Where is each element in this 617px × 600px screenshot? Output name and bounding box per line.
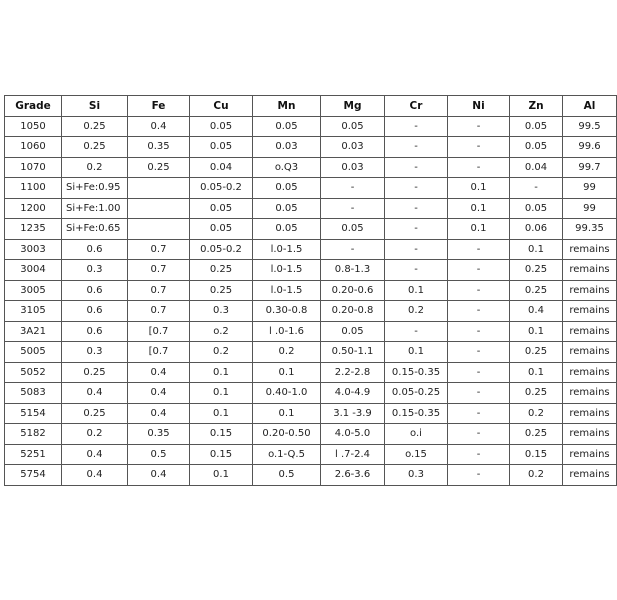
cell-si: Si+Fe:1.00 [62,198,128,219]
cell-zn: 0.2 [510,465,563,486]
cell-cu: 0.25 [190,280,253,301]
cell-cu: 0.1 [190,383,253,404]
cell-cr: 0.15-0.35 [385,403,448,424]
table-row [5,239,617,260]
table-row [5,403,617,424]
cell-mg: - [321,239,385,260]
cell-ni: - [448,280,510,301]
table-row [5,219,617,240]
cell-grade: 5251 [5,444,62,465]
table-row [5,116,617,137]
cell-cr: 0.15-0.35 [385,362,448,383]
cell-zn: 0.1 [510,362,563,383]
cell-fe: 0.4 [128,383,190,404]
cell-mn: 0.1 [253,362,321,383]
cell-zn: 0.25 [510,383,563,404]
header-ni: Ni [448,96,510,117]
cell-fe [128,178,190,199]
cell-ni: 0.1 [448,178,510,199]
cell-cr: o.15 [385,444,448,465]
cell-si: 0.3 [62,342,128,363]
cell-mn: 0.2 [253,342,321,363]
cell-cu: 0.04 [190,157,253,178]
cell-mg: 4.0-5.0 [321,424,385,445]
cell-grade: 5154 [5,403,62,424]
table-row [5,383,617,404]
cell-mn: o.Q3 [253,157,321,178]
table-body [5,116,617,485]
cell-fe: 0.5 [128,444,190,465]
cell-grade: 5182 [5,424,62,445]
cell-cu: 0.15 [190,424,253,445]
cell-cu: 0.15 [190,444,253,465]
cell-cu: 0.05 [190,137,253,158]
header-grade: Grade [5,96,62,117]
cell-si: 0.25 [62,137,128,158]
cell-si: 0.6 [62,301,128,322]
cell-fe: 0.35 [128,137,190,158]
header-mg: Mg [321,96,385,117]
cell-mn: 0.05 [253,116,321,137]
cell-cr: 0.05-0.25 [385,383,448,404]
cell-grade: 5083 [5,383,62,404]
cell-zn: - [510,178,563,199]
cell-mg: 0.05 [321,321,385,342]
cell-fe: 0.4 [128,116,190,137]
cell-al: remains [563,424,617,445]
table-row [5,260,617,281]
cell-al: remains [563,260,617,281]
table-row [5,137,617,158]
cell-mg: 0.05 [321,219,385,240]
cell-ni: - [448,116,510,137]
cell-fe: 0.25 [128,157,190,178]
cell-cu: 0.1 [190,465,253,486]
cell-cr: - [385,198,448,219]
cell-al: remains [563,362,617,383]
cell-grade: 1050 [5,116,62,137]
cell-ni: - [448,424,510,445]
cell-cr: 0.3 [385,465,448,486]
cell-grade: 3105 [5,301,62,322]
cell-mn: 0.20-0.50 [253,424,321,445]
cell-cu: 0.05 [190,116,253,137]
cell-cu: o.2 [190,321,253,342]
cell-cr: - [385,116,448,137]
cell-ni: - [448,342,510,363]
cell-ni: - [448,239,510,260]
cell-mn: 0.05 [253,178,321,199]
cell-cr: - [385,178,448,199]
cell-fe: 0.7 [128,239,190,260]
table-row [5,321,617,342]
cell-al: remains [563,280,617,301]
cell-zn: 0.05 [510,116,563,137]
cell-cr: - [385,219,448,240]
cell-cu: 0.1 [190,403,253,424]
table-row [5,424,617,445]
cell-ni: - [448,403,510,424]
cell-mn: l.0-1.5 [253,260,321,281]
cell-ni: 0.1 [448,198,510,219]
cell-zn: 0.05 [510,198,563,219]
cell-zn: 0.2 [510,403,563,424]
header-cu: Cu [190,96,253,117]
cell-zn: 0.25 [510,424,563,445]
cell-fe [128,219,190,240]
cell-grade: 3005 [5,280,62,301]
cell-ni: - [448,383,510,404]
cell-mg: 4.0-4.9 [321,383,385,404]
cell-mn: 0.05 [253,219,321,240]
cell-fe: 0.35 [128,424,190,445]
cell-al: remains [563,403,617,424]
table-row [5,301,617,322]
cell-zn: 0.1 [510,321,563,342]
cell-al: 99.5 [563,116,617,137]
cell-grade: 5052 [5,362,62,383]
cell-si: 0.3 [62,260,128,281]
cell-ni: - [448,301,510,322]
cell-zn: 0.05 [510,137,563,158]
header-fe: Fe [128,96,190,117]
cell-fe: 0.4 [128,465,190,486]
cell-mg: 0.05 [321,116,385,137]
cell-fe: 0.7 [128,280,190,301]
cell-mn: 0.5 [253,465,321,486]
cell-mn: 0.05 [253,198,321,219]
cell-grade: 3A21 [5,321,62,342]
cell-si: 0.4 [62,465,128,486]
cell-mg: - [321,198,385,219]
cell-cu: 0.05-0.2 [190,178,253,199]
cell-cr: - [385,157,448,178]
cell-ni: - [448,321,510,342]
header-mn: Mn [253,96,321,117]
cell-si: 0.4 [62,444,128,465]
table-row [5,178,617,199]
cell-zn: 0.25 [510,342,563,363]
cell-si: 0.6 [62,321,128,342]
cell-cr: - [385,137,448,158]
cell-si: 0.25 [62,403,128,424]
cell-mg: 0.03 [321,137,385,158]
cell-mn: 0.40-1.0 [253,383,321,404]
cell-al: remains [563,444,617,465]
cell-si: 0.4 [62,383,128,404]
cell-cr: - [385,260,448,281]
composition-table-container [4,95,610,486]
table-row [5,362,617,383]
cell-mg: 0.20-0.8 [321,301,385,322]
cell-fe: 0.4 [128,403,190,424]
cell-si: 0.6 [62,280,128,301]
cell-zn: 0.04 [510,157,563,178]
cell-grade: 1060 [5,137,62,158]
cell-al: remains [563,383,617,404]
cell-mn: o.1-Q.5 [253,444,321,465]
cell-mg: - [321,178,385,199]
cell-mg: l .7-2.4 [321,444,385,465]
table-row [5,465,617,486]
cell-zn: 0.4 [510,301,563,322]
cell-mn: 0.30-0.8 [253,301,321,322]
header-al: Al [563,96,617,117]
cell-grade: 5005 [5,342,62,363]
cell-cu: 0.05 [190,198,253,219]
cell-si: Si+Fe:0.65 [62,219,128,240]
table-row [5,444,617,465]
cell-fe: 0.7 [128,260,190,281]
cell-mn: 0.1 [253,403,321,424]
cell-grade: 1070 [5,157,62,178]
cell-grade: 1200 [5,198,62,219]
composition-table [4,95,617,486]
cell-fe [128,198,190,219]
header-si: Si [62,96,128,117]
cell-al: 99 [563,198,617,219]
cell-zn: 0.1 [510,239,563,260]
cell-mg: 0.20-0.6 [321,280,385,301]
cell-zn: 0.25 [510,280,563,301]
cell-grade: 5754 [5,465,62,486]
cell-al: remains [563,301,617,322]
cell-al: remains [563,239,617,260]
cell-si: 0.6 [62,239,128,260]
cell-ni: - [448,465,510,486]
cell-grade: 3004 [5,260,62,281]
cell-si: 0.25 [62,362,128,383]
header-cr: Cr [385,96,448,117]
cell-al: remains [563,342,617,363]
cell-zn: 0.25 [510,260,563,281]
cell-grade: 1100 [5,178,62,199]
cell-ni: - [448,444,510,465]
cell-al: 99.6 [563,137,617,158]
cell-mg: 0.50-1.1 [321,342,385,363]
cell-cr: 0.2 [385,301,448,322]
cell-al: 99.35 [563,219,617,240]
cell-grade: 1235 [5,219,62,240]
table-row [5,342,617,363]
cell-mg: 2.2-2.8 [321,362,385,383]
cell-cu: 0.25 [190,260,253,281]
cell-al: 99 [563,178,617,199]
cell-al: remains [563,321,617,342]
cell-mg: 0.8-1.3 [321,260,385,281]
cell-ni: 0.1 [448,219,510,240]
cell-fe: 0.4 [128,362,190,383]
cell-fe: [0.7 [128,342,190,363]
cell-si: Si+Fe:0.95 [62,178,128,199]
cell-al: remains [563,465,617,486]
cell-grade: 3003 [5,239,62,260]
cell-al: 99.7 [563,157,617,178]
cell-si: 0.25 [62,116,128,137]
cell-cr: - [385,239,448,260]
cell-cu: 0.05-0.2 [190,239,253,260]
table-row [5,157,617,178]
table-row [5,280,617,301]
cell-si: 0.2 [62,157,128,178]
cell-mg: 2.6-3.6 [321,465,385,486]
table-header-row [5,96,617,117]
cell-cr: o.i [385,424,448,445]
cell-mn: l .0-1.6 [253,321,321,342]
header-zn: Zn [510,96,563,117]
cell-fe: 0.7 [128,301,190,322]
cell-ni: - [448,260,510,281]
cell-mg: 0.03 [321,157,385,178]
cell-zn: 0.06 [510,219,563,240]
cell-ni: - [448,137,510,158]
cell-cr: 0.1 [385,280,448,301]
cell-mn: l.0-1.5 [253,239,321,260]
cell-si: 0.2 [62,424,128,445]
cell-cu: 0.3 [190,301,253,322]
cell-zn: 0.15 [510,444,563,465]
cell-cr: 0.1 [385,342,448,363]
cell-ni: - [448,157,510,178]
cell-fe: [0.7 [128,321,190,342]
cell-ni: - [448,362,510,383]
cell-cr: - [385,321,448,342]
cell-cu: 0.1 [190,362,253,383]
cell-cu: 0.2 [190,342,253,363]
table-row [5,198,617,219]
cell-mn: 0.03 [253,137,321,158]
cell-mg: 3.1 -3.9 [321,403,385,424]
cell-cu: 0.05 [190,219,253,240]
cell-mn: l.0-1.5 [253,280,321,301]
